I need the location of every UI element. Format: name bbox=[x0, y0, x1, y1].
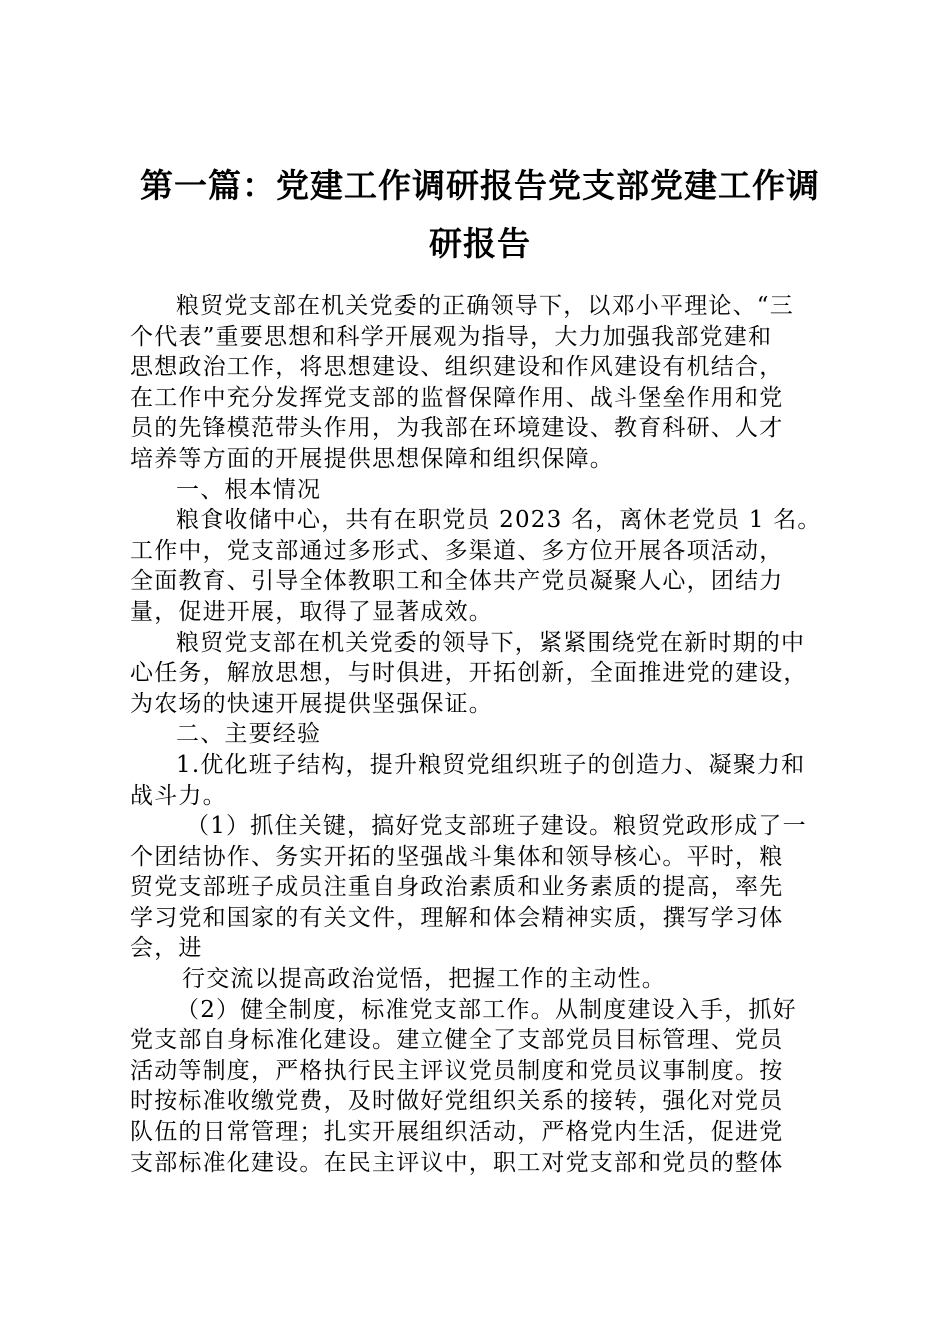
paragraph-line: 活动等制度，严格执行民主评议党员制度和党员议事制度。按 bbox=[130, 1057, 784, 1084]
document-title-line-1: 第一篇：党建工作调研报告党支部党建工作调 bbox=[140, 166, 820, 205]
section-heading: 二、主要经验 bbox=[176, 721, 322, 748]
paragraph-line: 培养等方面的开展提供思想保障和组织保障。 bbox=[130, 445, 614, 472]
paragraph-line: 党支部自身标准化建设。建立健全了支部党员目标管理、党员 bbox=[130, 1027, 784, 1054]
paragraph-line: 战斗力。 bbox=[130, 782, 227, 809]
paragraph-line: 会，进 bbox=[130, 935, 203, 962]
paragraph-line: （1）抓住关键，搞好党支部班子建设。粮贸党政形成了一 bbox=[186, 813, 807, 840]
paragraph-line: 员的先锋模范带头作用，为我部在环境建设、教育科研、人才 bbox=[130, 415, 784, 442]
section-heading: 一、根本情况 bbox=[176, 476, 322, 503]
paragraph-line: 粮食收储中心，共有在职党员 2023 名，离休老党员 1 名。 bbox=[176, 507, 822, 534]
paragraph-line: 在工作中充分发挥党支部的监督保障作用、战斗堡垒作用和党 bbox=[130, 384, 784, 411]
paragraph-line: 队伍的日常管理；扎实开展组织活动，严格党内生活，促进党 bbox=[130, 1119, 784, 1146]
paragraph-line: 为农场的快速开展提供坚强保证。 bbox=[130, 690, 493, 717]
paragraph-line: 工作中，党支部通过多形式、多渠道、多方位开展各项活动， bbox=[130, 537, 784, 564]
paragraph-line: 支部标准化建设。在民主评议中，职工对党支部和党员的整体 bbox=[130, 1149, 784, 1176]
paragraph-line: 思想政治工作，将思想建设、组织建设和作风建设有机结合， bbox=[130, 354, 784, 381]
paragraph-line: 个团结协作、务实开拓的坚强战斗集体和领导核心。平时，粮 bbox=[130, 843, 784, 870]
paragraph-line: 时按标准收缴党费，及时做好党组织关系的接转，强化对党员 bbox=[130, 1088, 784, 1115]
paragraph-line: 心任务，解放思想，与时俱进，开拓创新，全面推进党的建设， bbox=[130, 660, 808, 687]
document-body bbox=[130, 291, 850, 1178]
paragraph-line: （2）健全制度，标准党支部工作。从制度建设入手，抓好 bbox=[176, 996, 797, 1023]
paragraph-line: 量，促进开展，取得了显著成效。 bbox=[130, 598, 493, 625]
paragraph-line: 行交流以提高政治觉悟，把握工作的主动性。 bbox=[182, 966, 666, 993]
paragraph-line: 全面教育、引导全体教职工和全体共产党员凝聚人心，团结力 bbox=[130, 568, 784, 595]
paragraph-line: 贸党支部班子成员注重自身政治素质和业务素质的提高，率先 bbox=[130, 874, 784, 901]
document-title-line-2: 研报告 bbox=[429, 224, 531, 263]
subsection-heading: 1.优化班子结构，提升粮贸党组织班子的创造力、凝聚力和 bbox=[176, 751, 806, 778]
paragraph-line: 粮贸党支部在机关党委的正确领导下，以邓小平理论、“三 bbox=[176, 293, 794, 319]
paragraph-line: 学习党和国家的有关文件，理解和体会精神实质，撰写学习体 bbox=[130, 904, 784, 931]
paragraph-line: 粮贸党支部在机关党委的领导下，紧紧围绕党在新时期的中 bbox=[176, 629, 806, 656]
paragraph-line: 个代表”重要思想和科学开展观为指导，大力加强我部党建和 bbox=[130, 323, 773, 350]
